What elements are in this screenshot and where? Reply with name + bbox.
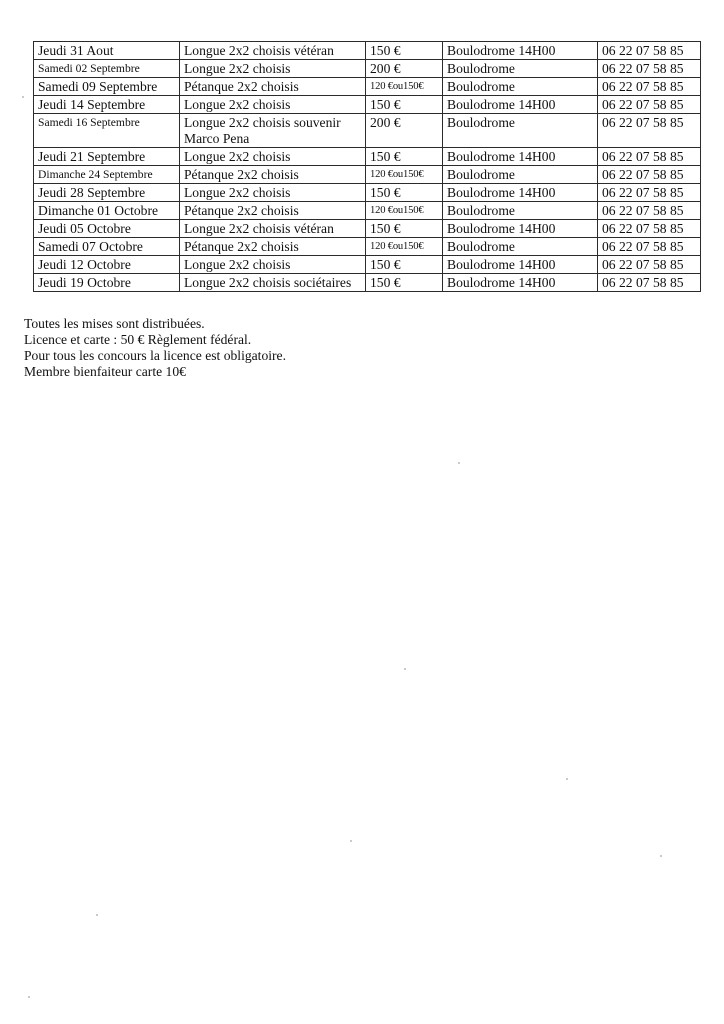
- prize-cell: 150 €: [366, 148, 443, 166]
- table-row: [34, 184, 701, 202]
- place-cell: Boulodrome: [443, 238, 598, 256]
- scan-speck: [28, 996, 30, 998]
- phone-cell: 06 22 07 58 85: [598, 202, 701, 220]
- phone-cell: 06 22 07 58 85: [598, 238, 701, 256]
- prize-cell: 150 €: [366, 184, 443, 202]
- prize-cell: 120 €ou150€: [366, 166, 443, 184]
- date-cell: Samedi 09 Septembre: [34, 78, 180, 96]
- date-cell: Samedi 07 Octobre: [34, 238, 180, 256]
- scan-speck: [458, 462, 460, 464]
- event-cell: Longue 2x2 choisis sociétaires: [180, 274, 366, 292]
- note-mises: Toutes les mises sont distribuées.: [24, 316, 205, 331]
- scan-speck: [660, 855, 662, 857]
- place-cell: Boulodrome: [443, 78, 598, 96]
- scan-speck: [22, 96, 24, 98]
- place-cell: Boulodrome 14H00: [443, 256, 598, 274]
- table-row: [34, 42, 701, 60]
- event-cell: Longue 2x2 choisis: [180, 148, 366, 166]
- event-cell: Pétanque 2x2 choisis: [180, 238, 366, 256]
- date-cell: Jeudi 05 Octobre: [34, 220, 180, 238]
- event-cell: Longue 2x2 choisis vétéran: [180, 220, 366, 238]
- event-cell: Pétanque 2x2 choisis: [180, 166, 366, 184]
- place-cell: Boulodrome 14H00: [443, 274, 598, 292]
- phone-cell: 06 22 07 58 85: [598, 60, 701, 78]
- place-cell: Boulodrome 14H00: [443, 220, 598, 238]
- scan-speck: [350, 840, 352, 842]
- date-cell: Jeudi 12 Octobre: [34, 256, 180, 274]
- prize-cell: 120 €ou150€: [366, 78, 443, 96]
- phone-cell: 06 22 07 58 85: [598, 184, 701, 202]
- phone-cell: 06 22 07 58 85: [598, 42, 701, 60]
- date-cell: Samedi 02 Septembre: [34, 60, 180, 78]
- date-cell: Samedi 16 Septembre: [34, 114, 180, 148]
- event-cell: Longue 2x2 choisis: [180, 184, 366, 202]
- note-membre-bienfaiteur: Membre bienfaiteur carte 10€: [24, 364, 186, 379]
- event-cell: Pétanque 2x2 choisis: [180, 78, 366, 96]
- table-row: [34, 238, 701, 256]
- date-cell: Dimanche 24 Septembre: [34, 166, 180, 184]
- phone-cell: 06 22 07 58 85: [598, 166, 701, 184]
- event-cell: Longue 2x2 choisis vétéran: [180, 42, 366, 60]
- table-row: [34, 202, 701, 220]
- table-row: [34, 114, 701, 148]
- scan-speck: [566, 778, 568, 780]
- table-row: [34, 166, 701, 184]
- prize-cell: 150 €: [366, 220, 443, 238]
- place-cell: Boulodrome: [443, 202, 598, 220]
- phone-cell: 06 22 07 58 85: [598, 256, 701, 274]
- table-row: [34, 220, 701, 238]
- table-row: [34, 148, 701, 166]
- phone-cell: 06 22 07 58 85: [598, 78, 701, 96]
- event-cell: Longue 2x2 choisis: [180, 96, 366, 114]
- phone-cell: 06 22 07 58 85: [598, 148, 701, 166]
- event-cell: Pétanque 2x2 choisis: [180, 202, 366, 220]
- place-cell: Boulodrome 14H00: [443, 148, 598, 166]
- table-row: [34, 256, 701, 274]
- prize-cell: 120 €ou150€: [366, 202, 443, 220]
- date-cell: Dimanche 01 Octobre: [34, 202, 180, 220]
- prize-cell: 200 €: [366, 114, 443, 148]
- date-cell: Jeudi 19 Octobre: [34, 274, 180, 292]
- prize-cell: 200 €: [366, 60, 443, 78]
- event-cell: Longue 2x2 choisis: [180, 60, 366, 78]
- event-cell: Longue 2x2 choisis souvenir Marco Pena: [180, 114, 366, 148]
- date-cell: Jeudi 21 Septembre: [34, 148, 180, 166]
- table-row: [34, 274, 701, 292]
- prize-cell: 150 €: [366, 256, 443, 274]
- prize-cell: 150 €: [366, 96, 443, 114]
- phone-cell: 06 22 07 58 85: [598, 220, 701, 238]
- schedule-table: [33, 41, 701, 292]
- prize-cell: 150 €: [366, 42, 443, 60]
- phone-cell: 06 22 07 58 85: [598, 274, 701, 292]
- place-cell: Boulodrome 14H00: [443, 42, 598, 60]
- place-cell: Boulodrome 14H00: [443, 96, 598, 114]
- note-licence-obligatoire: Pour tous les concours la licence est obligatoire.: [24, 348, 286, 363]
- date-cell: Jeudi 28 Septembre: [34, 184, 180, 202]
- table-row: [34, 78, 701, 96]
- prize-cell: 150 €: [366, 274, 443, 292]
- note-licence-carte: Licence et carte : 50 € Règlement fédéral.: [24, 332, 252, 347]
- scan-speck: [404, 668, 406, 670]
- place-cell: Boulodrome: [443, 166, 598, 184]
- date-cell: Jeudi 31 Aout: [34, 42, 180, 60]
- table-row: [34, 96, 701, 114]
- prize-cell: 120 €ou150€: [366, 238, 443, 256]
- event-cell: Longue 2x2 choisis: [180, 256, 366, 274]
- date-cell: Jeudi 14 Septembre: [34, 96, 180, 114]
- place-cell: Boulodrome 14H00: [443, 184, 598, 202]
- table-row: [34, 60, 701, 78]
- notes-block: [24, 316, 286, 380]
- phone-cell: 06 22 07 58 85: [598, 96, 701, 114]
- phone-cell: 06 22 07 58 85: [598, 114, 701, 148]
- scan-speck: [96, 914, 98, 916]
- place-cell: Boulodrome: [443, 60, 598, 78]
- place-cell: Boulodrome: [443, 114, 598, 148]
